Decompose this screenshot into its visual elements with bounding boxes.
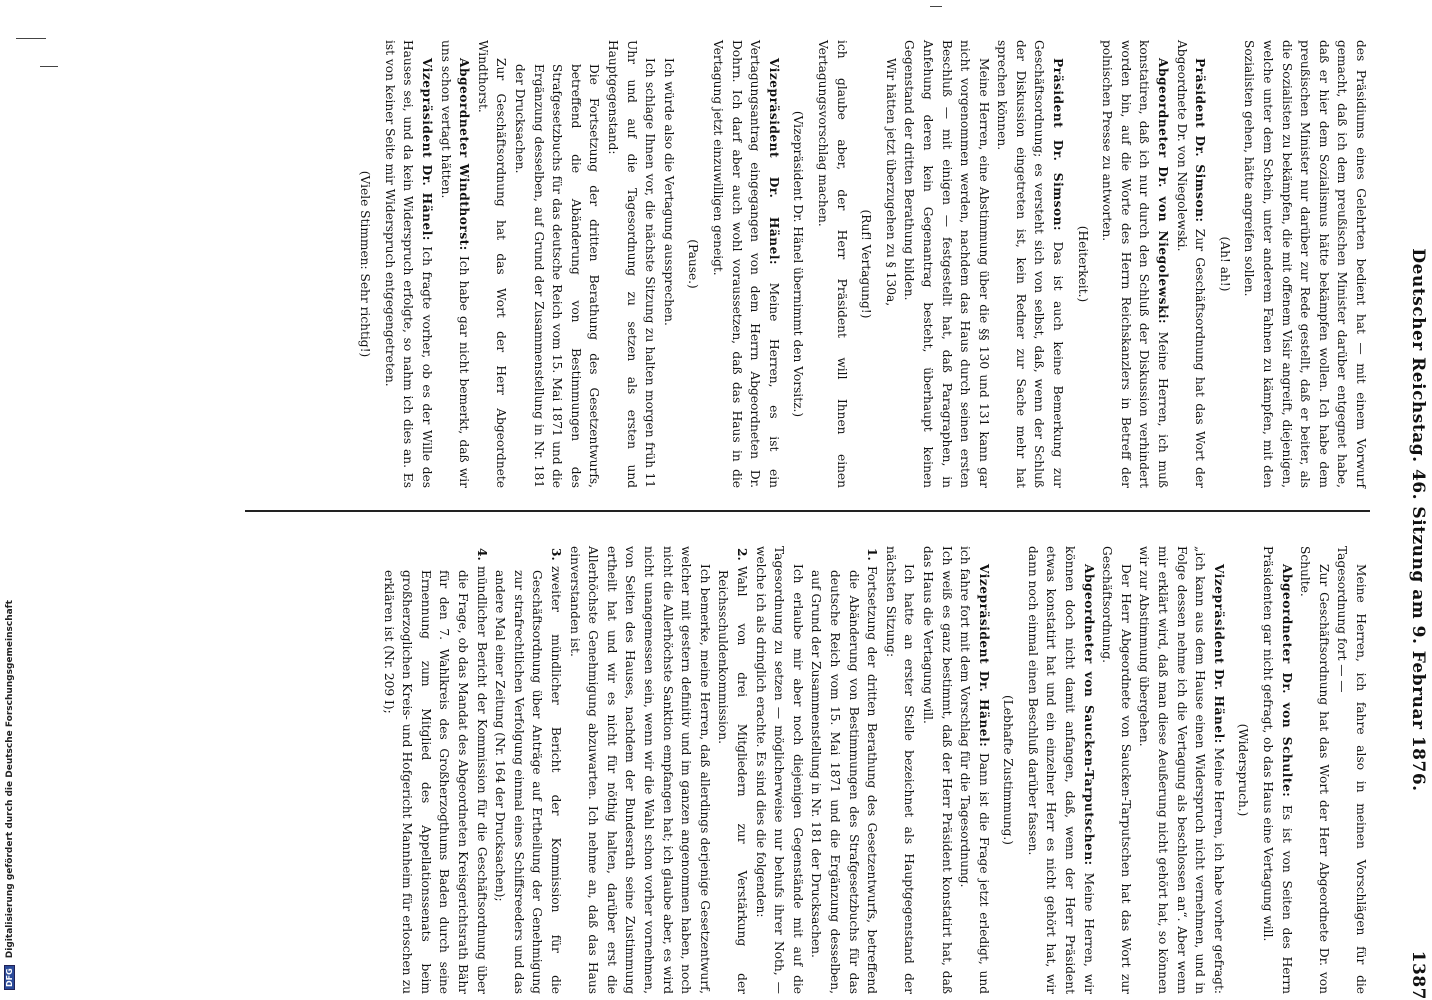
speaker-name: Vizepräsident Dr. Hänel:: [766, 58, 781, 266]
paragraph: [659, 40, 678, 488]
agenda-detail: [510, 40, 603, 488]
paragraph-text: Ich schlage Ihnen vor, die nächste Sitzung zu halten morgen früh 11 Uhr und auf die Tagesordnung zu setzen als ersten und Hauptgegenstand:: [606, 40, 658, 488]
right-column: [379, 546, 1370, 994]
speaker-name: Präsident Dr. Simson:: [1193, 58, 1208, 223]
paragraph-text: des Präsidiums eines Gelehrten bedient hat — mit einem Vorwurf gemacht, daß ich dem preußischen Minister darüber entgegnet habe, daß er hier dem Sozialismus hätte bekämpfen wollen. Ich habe dem preußischen Minister nur darüber zur Rede gestellt, daß er beiter, als die Sozialisten zu bekämpfen, die mit offenem Visir angreift, diejenigen, welche unter dem Schein, unter anderem Fahnen zu kämpfen, mit den Sozialisten gehen, hätte angreifen sollen.: [1242, 40, 1368, 488]
paragraph: [1172, 40, 1209, 488]
agenda-item: [807, 546, 881, 994]
paragraph: [993, 40, 1067, 488]
agenda-item-number: 2.: [735, 548, 749, 561]
paragraph-text: Ich habe gar nicht bemerkt, daß wir uns schon vertagt hätten.: [438, 40, 472, 488]
paragraph-text: (Vizepräsident Dr. Hänel übernimmt den Vorsitz.): [791, 110, 806, 418]
stage-direction: [684, 40, 703, 488]
speaker-name: Vizepräsident Dr. Hänel:: [976, 564, 991, 748]
speaker-name: Vizepräsident Dr. Hänel:: [1211, 564, 1226, 744]
stage-direction: [999, 546, 1018, 994]
scan-artifact: [40, 66, 58, 67]
paragraph: [956, 546, 993, 994]
paragraph-text: zweiter mündlicher Bericht der Kommission für die Geschäftsordnung über Anträge auf Ertheilung der Genehmigung zur strafrechtlichen Verfolgung einmal eines Schiffsreeders und das andere Mal einer Zeitung (Nr. 164 der Drucksachen);: [493, 566, 564, 994]
paragraph: [918, 546, 955, 994]
paragraph-text: Der Herr Abgeordnete von Saucken-Tarputschen hat das Wort zur Geschäftsordnung.: [1100, 546, 1133, 994]
dfg-logo-icon: DFG: [4, 965, 15, 990]
paragraph-text: Ich würde also die Vertagung aussprechen.: [661, 58, 676, 326]
paragraph-text: (Ruf! Vertagung!): [859, 209, 874, 319]
credit-text: Digitalisierung gefördert durch die Deutsche Forschungsgemeinschaft: [5, 600, 15, 959]
speaker-name: Präsident Dr. Simson:: [1051, 58, 1066, 231]
agenda-item-number: 3.: [549, 548, 564, 561]
paragraph-text: Ich fragte vorher, ob es der Wille des Hauses sei, und da kein Widerspruch erfolgte, so nahm ich dies an. Es ist von keiner Seite mir Widerspruch entgegengetreten.: [382, 40, 435, 488]
paragraph-text: mündlicher Bericht der Kommission für die Geschäftsordnung über die Frage, ob das Mandat des Abgeordneten Kreisgerichtsrath Bähr für den 7. Wahlkreis des Großherzogthums Baden durch seine Ernennung zum Mitglied des Appellationssenats beim großherzoglichen Kreis- und Hofgericht Mannheim für erloschen zu erklären ist (Nr. 209 I);: [381, 566, 489, 994]
paragraph-text: (Heiterkeit.): [1075, 225, 1090, 303]
stage-direction: [1073, 40, 1092, 488]
left-column: [350, 40, 1370, 488]
stage-direction: [1215, 40, 1234, 488]
speaker-name: Vizepräsident Dr. Hänel:: [420, 58, 435, 241]
paragraph-text: Meine Herren, eine Abstimmung über die §§ 130 und 131 kann gar nicht vorgenommen werden, nachdem das Haus durch seinen ersten Beschluß — mit einigen — festgestellt hat, daß Paragraphen, in Anfehung deren kein Gegenantrag besteht, überhaupt keinen Gegenstand der dritten Berathung bilden.: [902, 40, 991, 488]
stage-direction: [789, 40, 808, 488]
column-divider: [245, 510, 1370, 512]
paragraph: [1135, 546, 1228, 994]
stage-direction: [356, 40, 375, 488]
stage-direction: [1234, 546, 1253, 994]
paragraph: [881, 546, 918, 994]
paragraph-text: Das ist auch keine Bemerkung zur Geschäftsordnung; es versteht sich von selbst, daß, wenn der Schluß der Diskussion eingetreten ist, kein Redner zur Sache mehr hat sprechen können.: [995, 40, 1066, 488]
paragraph-text: (Widerspruch.): [1236, 723, 1251, 817]
paragraph-text: Meine Herren, ich habe vorher gefragt: „ich kann aus dem Hause einen Widerspruch nicht vernehmen, und in Folge dessen nehme ich die Vertagung als beschlossen an“. Aber wenn mir erklärt wird, daß man diese Aeußerung nicht gehört hat, so können wir zur Abstimmung übergehen.: [1137, 546, 1226, 994]
paragraph: [900, 40, 993, 488]
paragraph-text: (Pause.): [686, 239, 701, 289]
paragraph: [1098, 40, 1172, 488]
paragraph-text: Ich weiß es ganz bestimmt, daß der Herr Präsident konstatirt hat, daß das Haus die Vertagung will.: [920, 546, 954, 994]
paragraph-text: ich glaube aber, der Herr Präsident will Ihnen einen Vertagungsvorschlag machen.: [815, 40, 849, 488]
paragraph-text: Ich hatte an erster Stelle bezeichnet als Hauptgegenstand der nächsten Sitzung:: [883, 546, 917, 994]
paragraph-text: Ich bemerke, meine Herren, daß allerdings derjenige Gesetzentwurf, welcher mit gestern definitiv und im ganzen angenommen haben, noch nicht die Allerhöchste Sanktion empfangen hat; ich glaube aber, es wird nicht unangemessen sein, wenn wir die Wahl schon vorher vornehmen, von Seiten des Hauses, nachdem der Bundesrath seine Zustimmung ertheilt hat und wir es nicht für nöthig halten, darüber erst die Allerhöchste Genehmigung abzuwarten. Ich nehme an, daß das Haus einverstanden ist.: [567, 546, 712, 994]
agenda-item: [491, 546, 565, 994]
stage-direction: [857, 40, 876, 488]
paragraph-text: (Viele Stimmen: Sehr richtig!): [358, 170, 373, 358]
paragraph-text: Wahl von drei Mitgliedern zur Verstärkung der Reichsschuldenkommission.: [716, 566, 749, 994]
paragraph: [473, 40, 510, 488]
paragraph-text: (Ah! ah!): [1217, 236, 1232, 292]
paragraph: [1023, 546, 1097, 994]
paragraph: [1258, 546, 1295, 994]
paragraph-text: Meine Herren, wir können doch nicht damit anfangen, daß, wenn der Herr Präsident etwas konstatirt hat und ein einzelner Herr es nicht gehört hat, wir dann noch einmal einen Beschluß darüber fassen.: [1025, 546, 1096, 995]
paragraph: [1240, 40, 1370, 488]
paragraph-text: Meine Herren, ich fahre also in meinen Vorschlägen für die Tagesordnung fort — —: [1335, 546, 1368, 994]
digitization-credit: [4, 600, 15, 990]
paragraph-text: Wir hätten jetzt überzugehen zu § 130a,: [883, 58, 898, 307]
paragraph: [436, 40, 473, 488]
page-title: Deutscher Reichstag. 46. Sitzung am 9. Februar 1876.: [1408, 248, 1428, 792]
paragraph: [380, 40, 436, 488]
paragraph: [708, 40, 782, 488]
paragraph: [1333, 546, 1370, 994]
paragraph: [603, 40, 659, 488]
running-header: [1392, 40, 1428, 1000]
paragraph: [1296, 546, 1333, 994]
agenda-item: [379, 546, 491, 994]
paragraph-text: (Lebhafte Zustimmung.): [1001, 694, 1016, 846]
paragraph-text: Zur Geschäftsordnung hat das Wort der Abgeordnete Dr. von Niegolewski.: [1174, 40, 1208, 488]
paragraph-text: Es ist von Seiten des Herrn Präsidenten gar nicht gefragt, ob das Haus eine Vertagung will.: [1261, 546, 1294, 994]
paragraph: [565, 546, 714, 994]
paragraph-text: Fortsetzung der dritten Berathung des Gesetzentwurfs, betreffend die Abänderung von Bestimmungen des Strafgesetzbuchs für das deutsche Reich vom 15. Mai 1871 und die Ergänzung desselben, auf Grund der Zusammenstellung in Nr. 181 der Drucksachen.: [809, 566, 880, 994]
agenda-item-number: 1.: [865, 548, 880, 561]
paragraph-text: Zur Geschäftsordnung hat das Wort der Herr Abgeordnete Windthorst.: [475, 40, 509, 488]
paragraph-text: Meine Herren, ich muß konstatiren, daß ich nur durch den Schluß der Diskussion verhindert worden bin, auf die Worte des Herrn Reichskanzlers in Betreff der polnischen Presse zu antworten.: [1100, 40, 1171, 488]
paragraph-text: Meine Herren, es ist ein Vertagungsantrag eingegangen von dem Herrn Abgeordneten Dr. Dohrn. Ich darf aber auch wohl voraussetzen, daß das Haus in die Vertagung jetzt einzuwilligen geneigt.: [711, 40, 781, 488]
agenda-item: [714, 546, 751, 994]
page-number: 1387: [1408, 950, 1428, 1000]
speaker-name: Abgeordneter Dr. von Schulte:: [1279, 564, 1294, 798]
scan-artifact: [930, 6, 942, 7]
paragraph: [1098, 546, 1135, 994]
document-page: [30, 40, 1430, 1000]
paragraph-text: Zur Geschäftsordnung hat das Wort der Herr Abgeordnete Dr. von Schulte.: [1298, 546, 1331, 994]
paragraph-text: Dann ist die Frage jetzt erledigt, und ich fahre fort mit dem Vorschlag für die Tagesordnung.: [958, 546, 991, 994]
speaker-name: Abgeordneter von Saucken-Tarputschen:: [1081, 564, 1096, 866]
paragraph-text: Die Fortsetzung der dritten Berathung des Gesetzentwurfs, betreffend die Abänderung von Bestimmungen des Strafgesetzbuchs für das deutsche Reich vom 15. Mai 1871 und die Ergänzung desselben, auf Grund der Zusammenstellung in Nr. 181 der Drucksachen.: [513, 64, 602, 488]
paragraph: [881, 40, 900, 488]
paragraph: [751, 546, 807, 994]
agenda-item-number: 4.: [474, 548, 489, 561]
speaker-name: Abgeordneter Windthorst:: [457, 58, 472, 251]
scan-artifact: [16, 38, 46, 39]
paragraph-text: Ich erlaube mir aber noch diejenigen Gegenstände mit auf die Tagesordnung zu setzen — möglicherweise nur behufs ihrer Noth, — welche ich als dringlich erachte. Es sind dies die folgenden:: [753, 546, 805, 994]
speaker-name: Abgeordneter Dr. von Niegolewski:: [1156, 58, 1171, 325]
paragraph: [813, 40, 850, 488]
